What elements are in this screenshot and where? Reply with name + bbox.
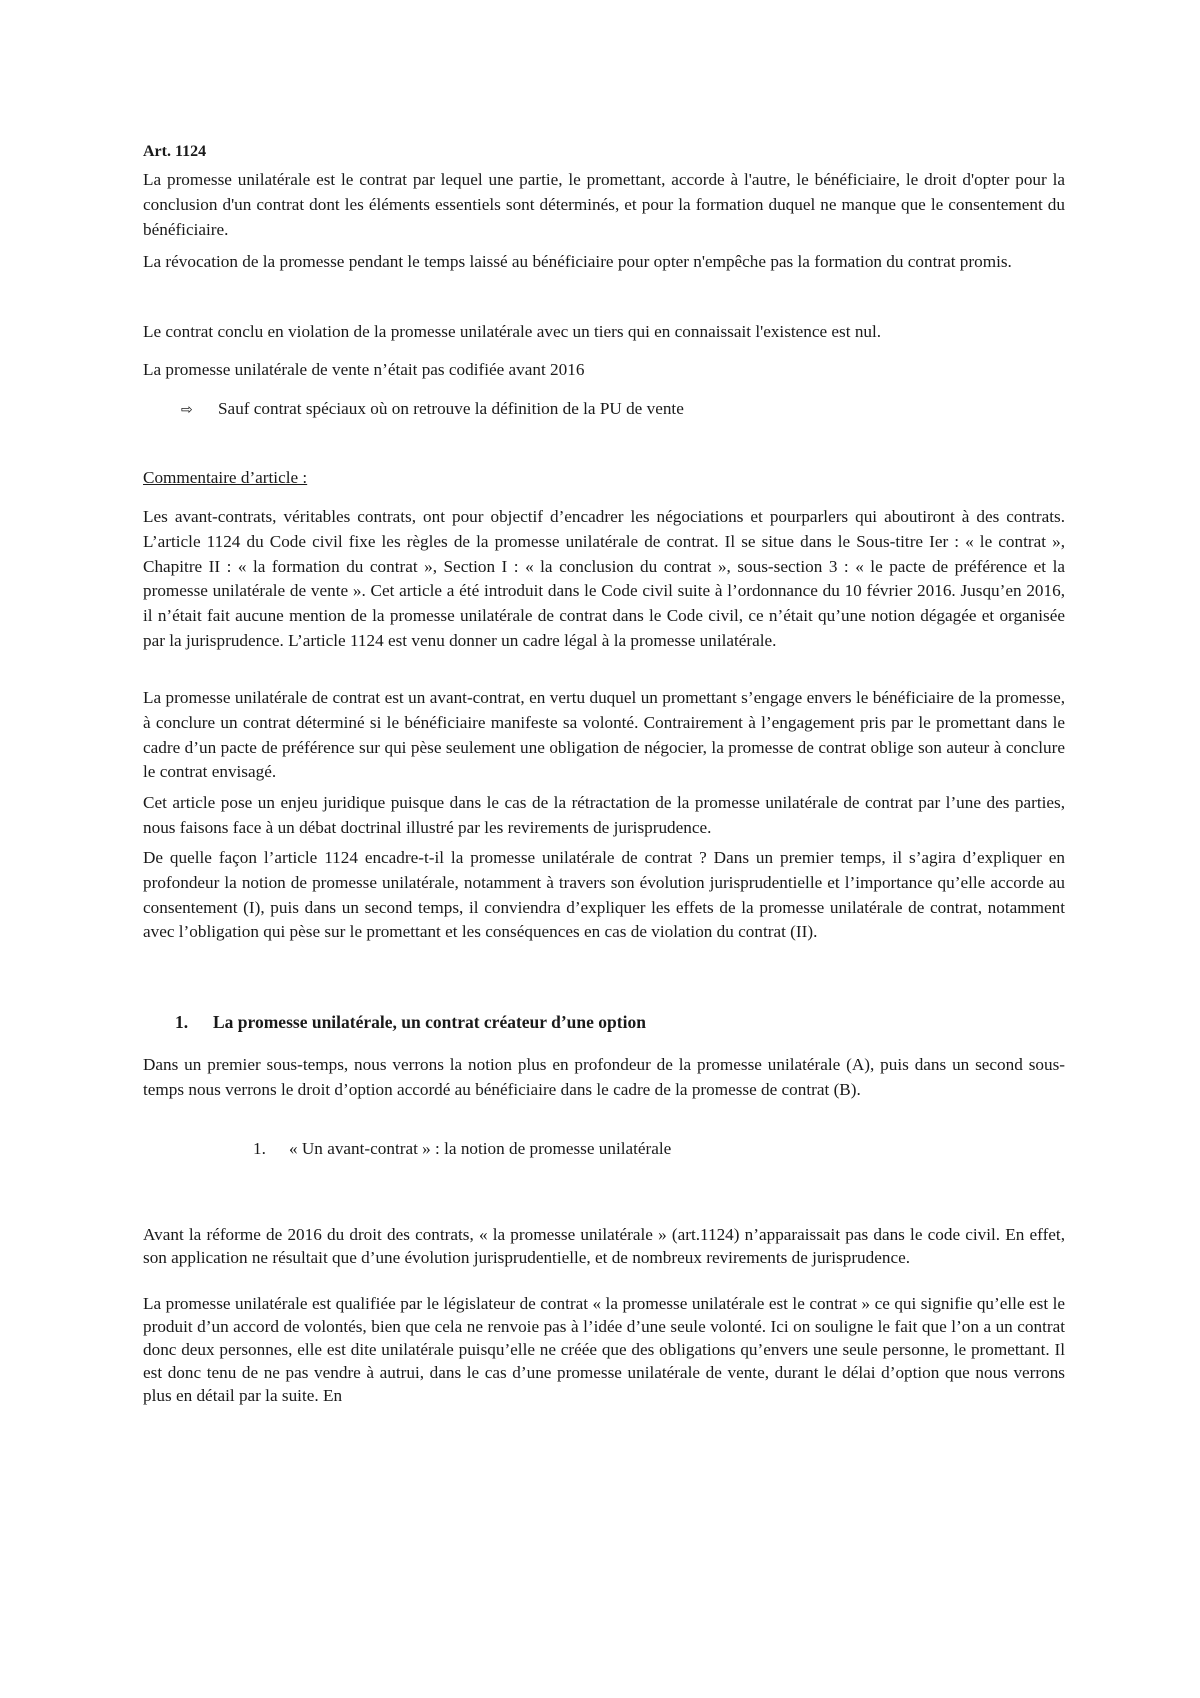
article-title: Art. 1124 — [143, 143, 207, 160]
part1-body-1: Avant la réforme de 2016 du droit des contrats, « la promesse unilatérale » (art.1124) n’apparaissait pas dans le code civil. En effet, son application ne résultait que d’une évolution jurisprudentielle, et de nombreux revirements de jurisprudence. — [143, 1225, 1065, 1267]
part1-subheading — [253, 1137, 1175, 1162]
part1-heading — [175, 1010, 1097, 1035]
article-paragraph-2: La révocation de la promesse pendant le temps laissé au bénéficiaire pour opter n'empêche pas la formation du contrat promis. — [143, 252, 1012, 271]
article-paragraph-4: La promesse unilatérale de vente n’était pas codifiée avant 2016 — [143, 360, 585, 379]
part1-title: La promesse unilatérale, un contrat créateur d’une option — [213, 1012, 646, 1032]
commentary-paragraph-4: De quelle façon l’article 1124 encadre-t-il la promesse unilatérale de contrat ? Dans un premier temps, il s’agira d’expliquer en profondeur la notion de promesse unilatérale, notamment à travers son évolution jurisprudentielle et l’importance qu’elle accorde au consentement (I), puis dans un second temps, il conviendra d’expliquer les effets de la promesse unilatérale de contrat, notamment avec l’obligation qui pèse sur le promettant et les conséquences en cas de violation du contrat (II). — [143, 848, 1065, 942]
commentary-paragraph-1: Les avant-contrats, véritables contrats, ont pour objectif d’encadrer les négociations et pourparlers qui aboutiront à des contrats. L’article 1124 du Code civil fixe les règles de la promesse unilatérale de contrat. Il se situe dans le Sous-titre Ier : « le contrat », Chapitre II : « la formation du contrat », Section I : « la conclusion du contrat », sous-section 3 : « le pacte de préférence et la promesse unilatérale de vente ». Cet article a été introduit dans le Code civil suite à l’ordonnance du 10 février 2016. Jusqu’en 2016, il n’était fait aucune mention de la promesse unilatérale de contrat dans le Code civil, ce n’était qu’une notion dégagée et organisée par la jurisprudence. L’article 1124 est venu donner un cadre légal à la promesse unilatérale. — [143, 507, 1065, 650]
commentary-heading: Commentaire d’article : — [143, 468, 308, 487]
arrow-note — [181, 397, 684, 423]
arrow-note-text: Sauf contrat spéciaux où on retrouve la définition de la PU de vente — [218, 399, 684, 418]
article-paragraph-3: Le contrat conclu en violation de la promesse unilatérale avec un tiers qui en connaissait l'existence est nul. — [143, 322, 882, 341]
subheading-number: 1. — [253, 1139, 266, 1158]
subheading-title: « Un avant-contrat » : la notion de promesse unilatérale — [289, 1139, 672, 1158]
part1-number: 1. — [175, 1012, 189, 1032]
commentary-paragraph-3: Cet article pose un enjeu juridique puisque dans le cas de la rétractation de la promesse unilatérale de contrat par l’une des parties, nous faisons face à un débat doctrinal illustré par les revirements de jurisprudence. — [143, 793, 1065, 837]
part1-intro: Dans un premier sous-temps, nous verrons la notion plus en profondeur de la promesse unilatérale (A), puis dans un second sous-temps nous verrons le droit d’option accordé au bénéficiaire dans le cadre de la promesse de contrat (B). — [143, 1055, 1065, 1099]
article-paragraph-1: La promesse unilatérale est le contrat par lequel une partie, le promettant, accorde à l'autre, le bénéficiaire, le droit d'opter pour la conclusion d'un contrat dont les éléments essentiels sont déterminés, et pour la formation duquel ne manque que le consentement du bénéficiaire. — [143, 170, 1065, 239]
part1-body-2: La promesse unilatérale est qualifiée par le législateur de contrat « la promesse unilatérale est le contrat » ce qui signifie qu’elle est le produit d’un accord de volontés, bien que cela ne renvoie pas à l’idée d’une seule volonté. Ici on souligne le fait que l’on a un contrat donc deux personnes, elle est dite unilatérale puisqu’elle ne créée que des obligations qu’envers une seule personne, le promettant. Il est donc tenu de ne pas vendre à autrui, dans le cas d’une promesse unilatérale de vente, durant le délai d’option que nous verrons plus en détail par la suite. En — [143, 1294, 1065, 1405]
commentary-paragraph-2: La promesse unilatérale de contrat est un avant-contrat, en vertu duquel un promettant s’engage envers le bénéficiaire de la promesse, à conclure un contrat déterminé si le bénéficiaire manifeste sa volonté. Contrairement à l’engagement pris par le promettant dans le cadre d’un pacte de préférence sur qui pèse seulement une obligation de négocier, la promesse de contrat oblige son auteur à conclure le contrat envisagé. — [143, 688, 1065, 782]
arrow-right-icon: ⇨ — [181, 402, 193, 418]
